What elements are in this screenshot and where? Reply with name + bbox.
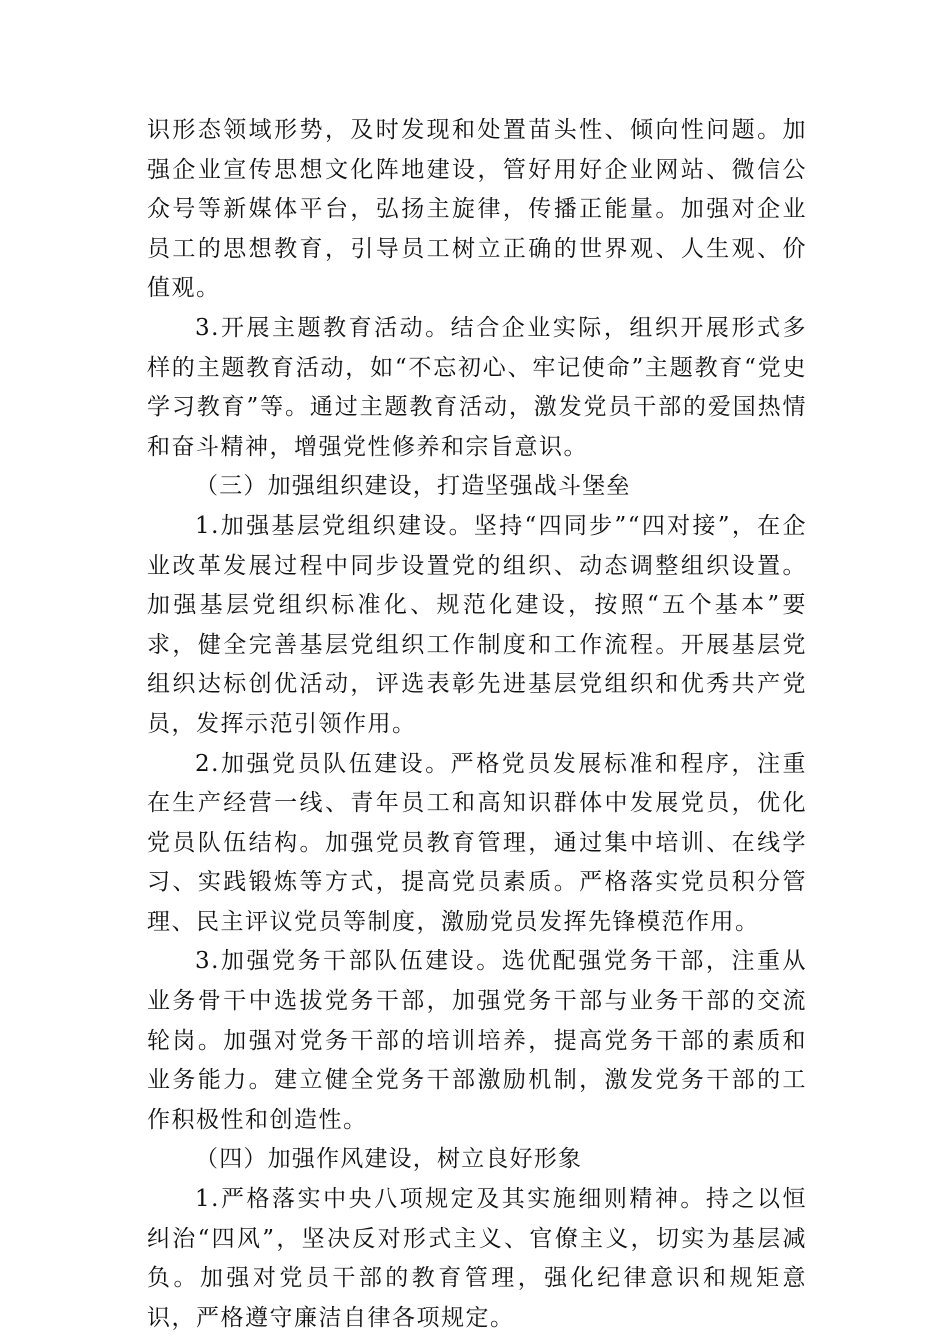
paragraph-member-team: 2.加强党员队伍建设。严格党员发展标准和程序，注重在生产经营一线、青年员工和高知识群体中发展党员，优化党员队伍结构。加强党员教育管理，通过集中培训、在线学习、实践锻炼等方式，提高党员素质。严格落实党员积分管理、民主评议党员等制度，激励党员发挥先锋模范作用。 xyxy=(147,750,807,935)
document-body xyxy=(147,111,807,1338)
paragraph-theme-education: 3.开展主题教育活动。结合企业实际，组织开展形式多样的主题教育活动，如“不忘初心、牢记使命”主题教育“党史学习教育”等。通过主题教育活动，激发党员干部的爱国热情和奋斗精神，增强党性修养和宗旨意识。 xyxy=(147,314,807,460)
section-heading-work-style: （四）加强作风建设，树立良好形象 xyxy=(195,1146,583,1173)
paragraph-ideology-continued: 识形态领域形势，及时发现和处置苗头性、倾向性问题。加强企业宣传思想文化阵地建设，管好用好企业网站、微信公众号等新媒体平台，弘扬主旋律，传播正能量。加强对企业员工的思想教育，引导员工树立正确的世界观、人生观、价值观。 xyxy=(147,117,807,302)
paragraph-eight-regulations: 1.严格落实中央八项规定及其实施细则精神。持之以恒纠治“四风”，坚决反对形式主义、官僚主义，切实为基层减负。加强对党员干部的教育管理，强化纪律意识和规矩意识，严格遵守廉洁自律各项规定。 xyxy=(147,1186,807,1331)
paragraph-grassroots-organization: 1.加强基层党组织建设。坚持“四同步”“四对接”，在企业改革发展过程中同步设置党的组织、动态调整组织设置。加强基层党组织标准化、规范化建设，按照“五个基本”要求，健全完善基层党组织工作制度和工作流程。开展基层党组织达标创优活动，评选表彰先进基层党组织和优秀共产党员，发挥示范引领作用。 xyxy=(147,512,807,737)
section-heading-organization: （三）加强组织建设，打造坚强战斗堡垒 xyxy=(195,473,631,500)
paragraph-cadre-team: 3.加强党务干部队伍建设。选优配强党务干部，注重从业务骨干中选拔党务干部，加强党务干部与业务干部的交流轮岗。加强对党务干部的培训培养，提高党务干部的素质和业务能力。建立健全党务干部激励机制，激发党务干部的工作积极性和创造性。 xyxy=(147,948,807,1133)
